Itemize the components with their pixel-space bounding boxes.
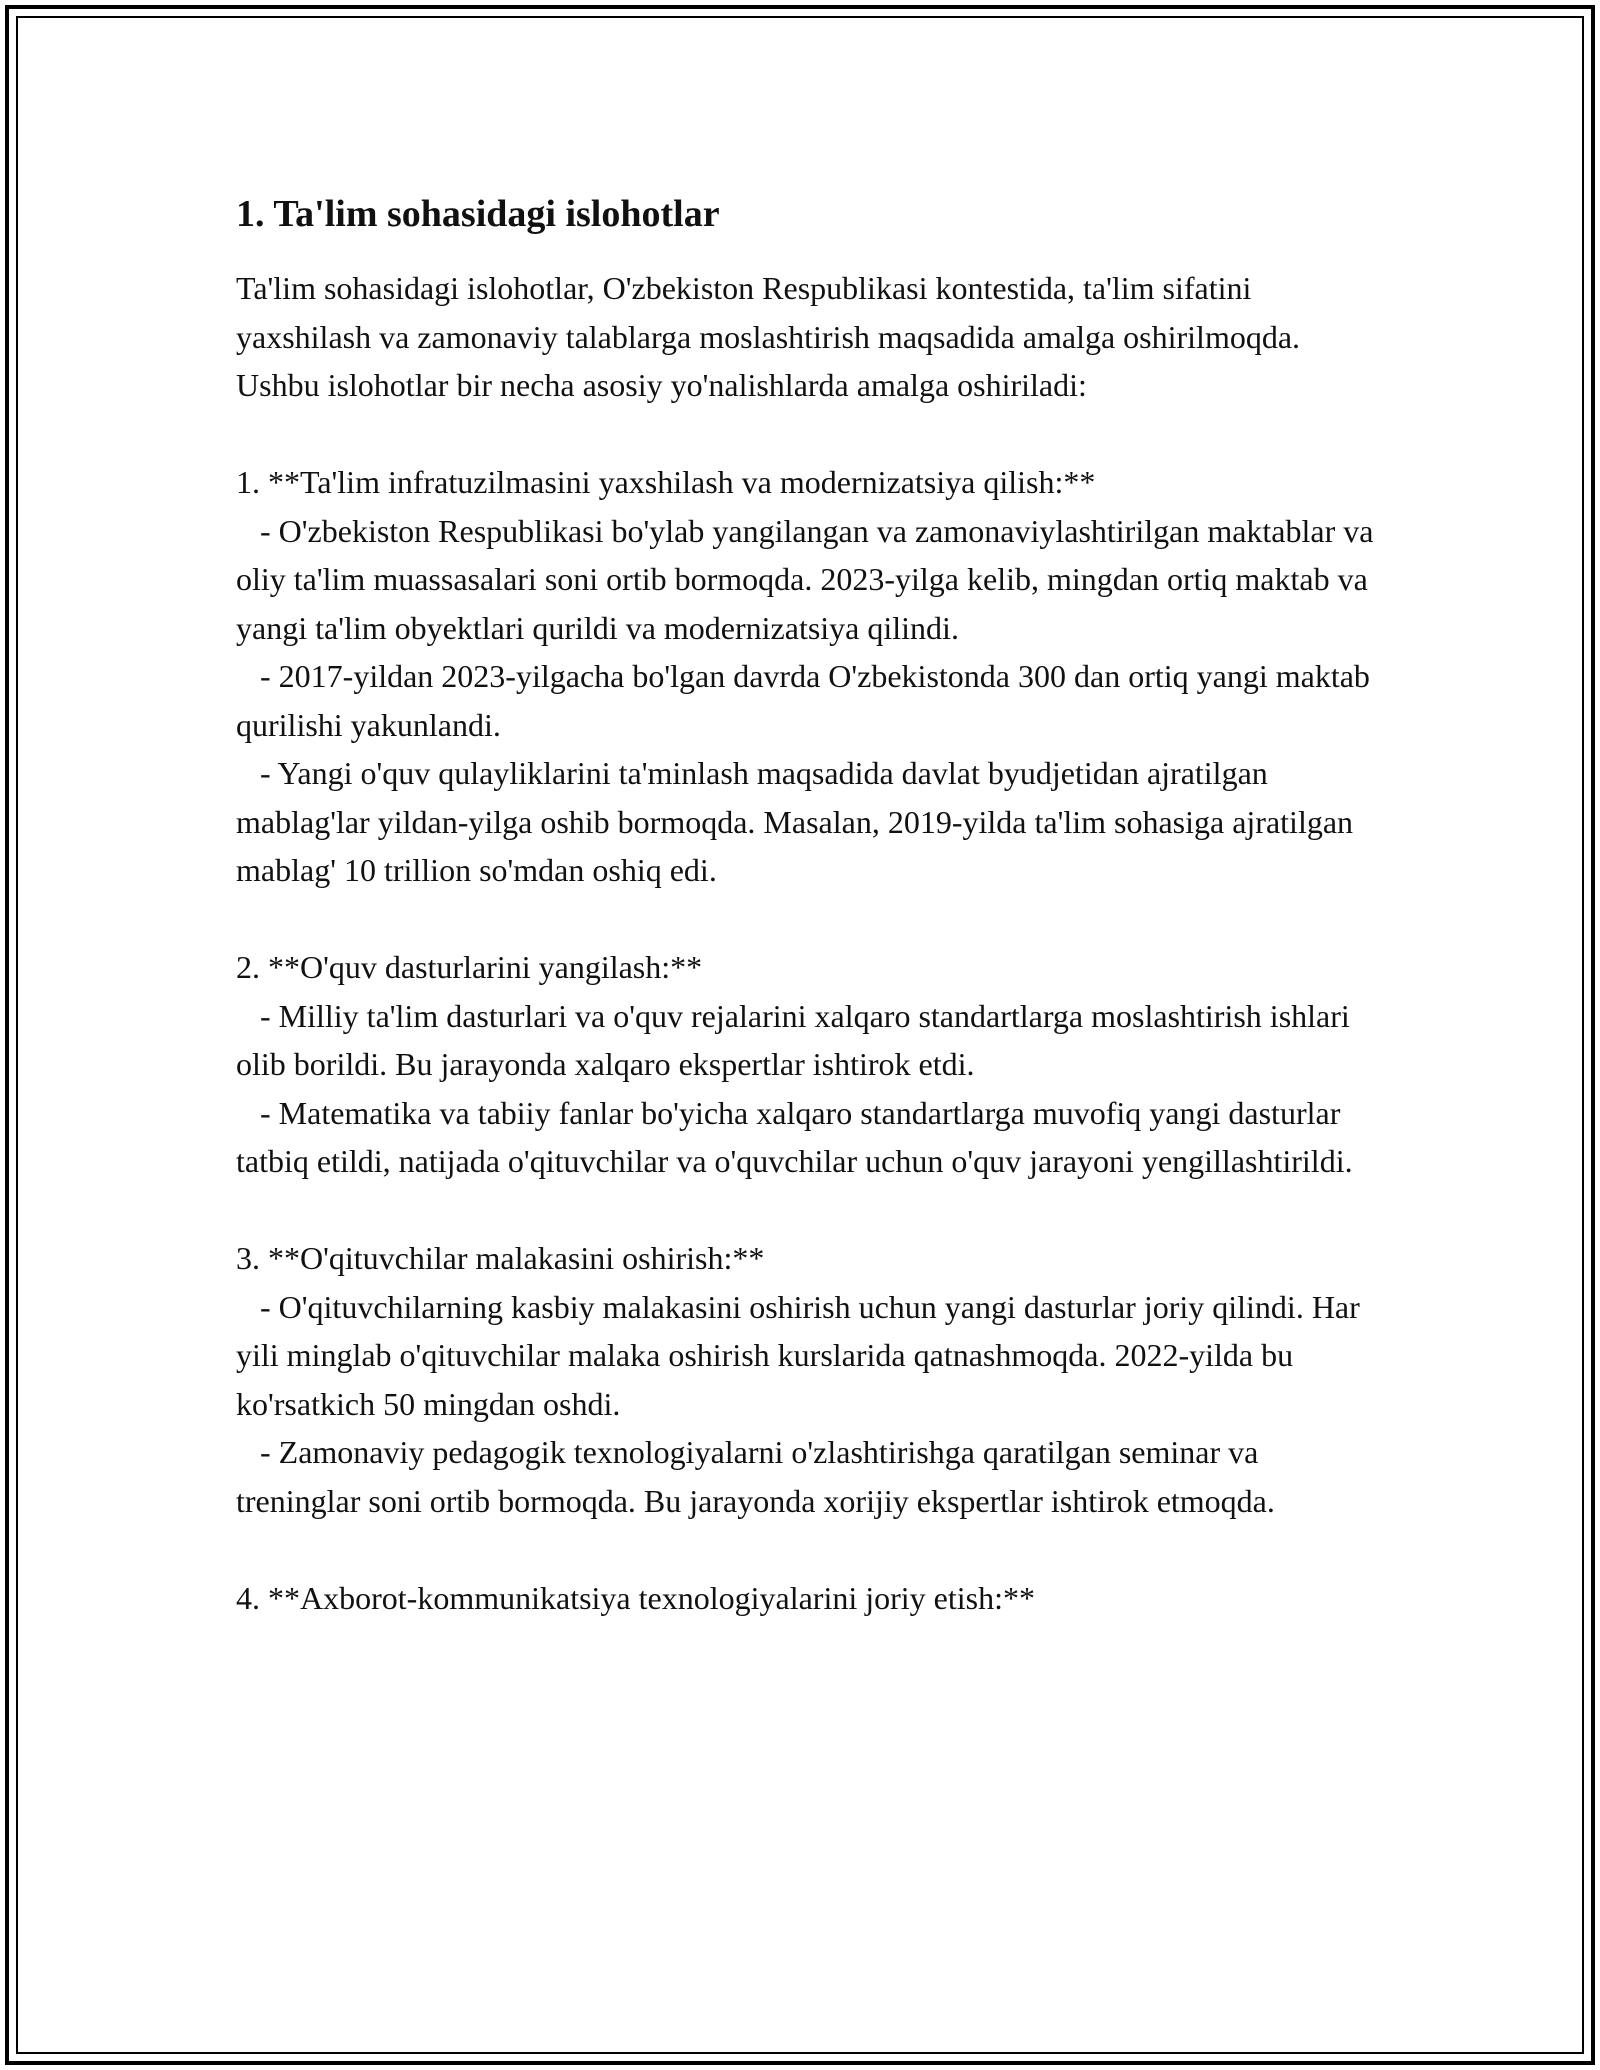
section-4-title: 4. **Axborot-kommunikatsiya texnologiyalarini joriy etish:** (236, 1579, 1035, 1616)
section-3 (236, 1234, 1376, 1525)
section-4 (236, 1574, 1376, 1623)
paragraph-gap (236, 1186, 1376, 1235)
section-1-item-1: - O'zbekiston Respublikasi bo'ylab yangilangan va zamonaviylashtirilgan maktablar va oliy ta'lim muassasalari soni ortib bormoqda. 2023-yilga kelib, mingdan ortiq maktab va yangi ta'lim obyektlari qurildi va modernizatsiya qilindi. (236, 512, 1382, 646)
section-1-item-3: - Yangi o'quv qulayliklarini ta'minlash maqsadida davlat byudjetidan ajratilgan mablag'lar yildan-yilga oshib bormoqda. Masalan, 2019-yilda ta'lim sohasiga ajratilgan mablag' 10 trillion so'mdan oshiq edi. (236, 755, 1362, 888)
paragraph-gap (236, 895, 1376, 944)
section-2-item-1: - Milliy ta'lim dasturlari va o'quv rejalarini xalqaro standartlarga moslashtirish ishlari olib borildi. Bu jarayonda xalqaro ekspertlar ishtirok etdi. (236, 997, 1358, 1082)
intro-paragraph: Ta'lim sohasidagi islohotlar, O'zbekiston Respublikasi kontestida, ta'lim sifatini yaxshilash va zamonaviy talablarga moslashtirish maqsadida amalga oshirilmoqda. Ushbu islohotlar bir necha asosiy yo'nalishlarda amalga oshiriladi: (236, 270, 1309, 403)
section-3-item-2: - Zamonaviy pedagogik texnologiyalarni o'zlashtirishga qaratilgan seminar va treninglar soni ortib bormoqda. Bu jarayonda xorijiy ekspertlar ishtirok etmoqda. (236, 1434, 1275, 1519)
section-heading: 1. Ta'lim sohasidagi islohotlar (236, 193, 720, 235)
document-body (236, 190, 1382, 1622)
section-3-title: 3. **O'qituvchilar malakasini oshirish:** (236, 1240, 765, 1276)
paragraph-gap (236, 410, 1376, 459)
section-1 (236, 458, 1382, 895)
section-1-title: 1. **Ta'lim infratuzilmasini yaxshilash va modernizatsiya qilish:** (236, 464, 1096, 500)
section-2-item-2: - Matematika va tabiiy fanlar bo'yicha xalqaro standartlarga muvofiq yangi dasturlar tatbiq etildi, natijada o'qituvchilar va o'quvchilar uchun o'quv jarayoni yengillashtirildi. (236, 1094, 1353, 1179)
section-1-item-2: - 2017-yildan 2023-yilgacha bo'lgan davrda O'zbekistonda 300 dan ortiq yangi maktab qurilishi yakunlandi. (236, 658, 1378, 743)
section-2-title: 2. **O'quv dasturlarini yangilash:** (236, 949, 703, 985)
paragraph-gap (236, 1525, 1376, 1574)
section-2 (236, 943, 1376, 1186)
section-3-item-1: - O'qituvchilarning kasbiy malakasini oshirish uchun yangi dasturlar joriy qilindi. Har yili minglab o'qituvchilar malaka oshirish kurslarida qatnashmoqda. 2022-yilda bu ko'rsatkich 50 mingdan oshdi. (236, 1288, 1368, 1422)
